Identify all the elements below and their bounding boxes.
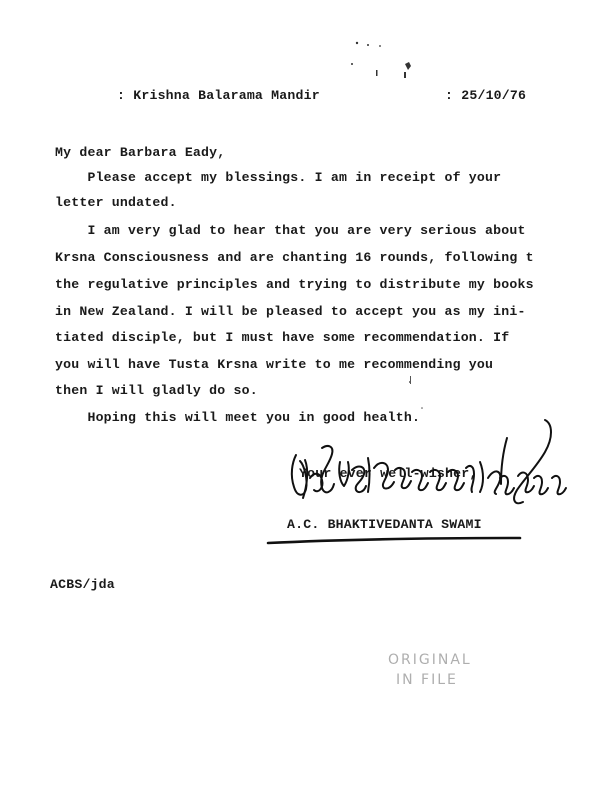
- letter-body-line: tiated disciple, but I must have some recommendation. If: [55, 330, 510, 345]
- letter-body-line: the regulative principles and trying to distribute my books: [55, 277, 534, 292]
- reference-initials: ACBS/jda: [50, 577, 115, 592]
- letter-body-line: Krsna Consciousness and are chanting 16 rounds, following t: [55, 250, 534, 265]
- letter-body-line: letter undated.: [55, 195, 177, 210]
- letter-sender: A.C. BHAKTIVEDANTA SWAMI: [287, 517, 482, 532]
- letter-body-line: Please accept my blessings. I am in receipt of your: [55, 170, 502, 185]
- letter-body-line: in New Zealand. I will be pleased to accept you as my ini-: [55, 304, 526, 319]
- letter-body-line: I am very glad to hear that you are very serious about: [55, 223, 526, 238]
- letter-location: : Krishna Balarama Mandir: [117, 88, 320, 103]
- letter-salutation: My dear Barbara Eady,: [55, 145, 226, 160]
- file-stamp-line-2: IN FILE: [396, 672, 458, 688]
- file-stamp-line-1: ORIGINAL: [388, 652, 472, 668]
- letter-body-line: Hoping this will meet you in good health.: [55, 410, 421, 425]
- letter-date: : 25/10/76: [445, 88, 527, 103]
- letter-closing: Your ever well-wisher,: [299, 466, 478, 481]
- letter-body-line: you will have Tusta Krsna write to me recommending you: [55, 357, 494, 372]
- letter-body-line: then I will gladly do so.: [55, 383, 258, 398]
